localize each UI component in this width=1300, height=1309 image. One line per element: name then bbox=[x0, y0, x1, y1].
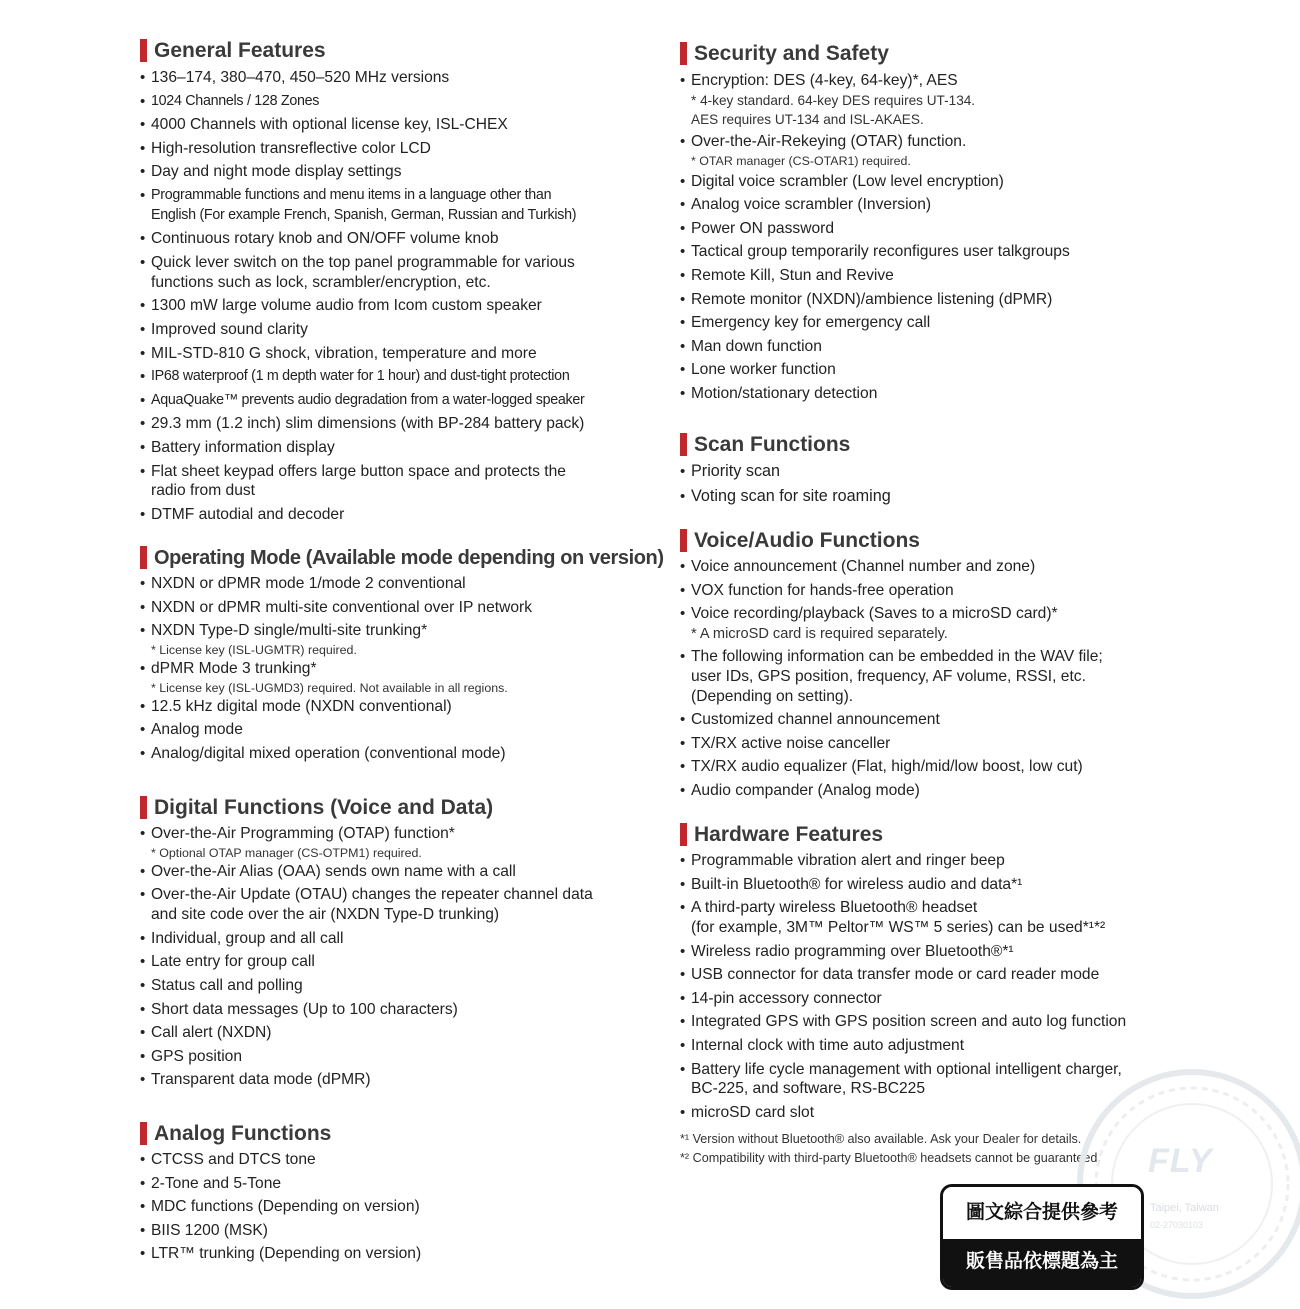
list-item: • 14-pin accessory connector bbox=[680, 989, 1180, 1009]
list-item: • Late entry for group call bbox=[140, 952, 640, 972]
list-item: • MDC functions (Depending on version) bbox=[140, 1197, 640, 1217]
list-item: • IP68 waterproof (1 m depth water for 1 hour) and dust-tight protection bbox=[140, 367, 640, 387]
list-item: • 1300 mW large volume audio from Icom custom speaker bbox=[140, 296, 640, 316]
feature-list bbox=[680, 851, 1180, 1123]
section-operating-mode bbox=[140, 545, 664, 764]
list-item: • Battery information display bbox=[140, 438, 640, 458]
list-item: • Quick lever switch on the top panel programmable for various functions such as lock, scrambler/encryption, etc. bbox=[140, 253, 640, 293]
list-item: • Remote Kill, Stun and Revive bbox=[680, 266, 1180, 286]
list-item: • Encryption: DES (4-key, 64-key)*, AES bbox=[680, 71, 1180, 91]
watermark-phone: 02-27030103 bbox=[1150, 1220, 1204, 1230]
list-item: • Programmable functions and menu items in a language other than English (For example French, Spanish, German, Russian and Turkish) bbox=[140, 186, 640, 226]
list-item: • dPMR Mode 3 trunking* bbox=[140, 659, 640, 679]
section-heading: Voice/Audio Functions bbox=[680, 528, 1180, 554]
watermark-city: Taipei, Taiwan bbox=[1150, 1202, 1219, 1214]
list-item: • Customized channel announcement bbox=[680, 710, 1180, 730]
list-item: • DTMF autodial and decoder bbox=[140, 505, 640, 525]
list-item: • TX/RX active noise canceller bbox=[680, 734, 1180, 754]
list-item: • Emergency key for emergency call bbox=[680, 313, 1180, 333]
footnote: * License key (ISL-UGMTR) required. bbox=[151, 642, 357, 657]
list-item: • Over-the-Air-Rekeying (OTAR) function. bbox=[680, 132, 1180, 152]
section-heading: Scan Functions bbox=[680, 432, 1180, 458]
list-item: • Integrated GPS with GPS position screen and auto log function bbox=[680, 1012, 1180, 1032]
feature-list bbox=[680, 557, 1180, 624]
list-item: • Short data messages (Up to 100 characters) bbox=[140, 1000, 640, 1020]
list-item: • Built-in Bluetooth® for wireless audio and data*¹ bbox=[680, 875, 1180, 895]
list-item: • Transparent data mode (dPMR) bbox=[140, 1070, 640, 1090]
feature-list bbox=[140, 659, 640, 679]
footnote: *¹ Version without Bluetooth® also available. Ask your Dealer for details. bbox=[680, 1132, 1082, 1146]
list-item: • Voice recording/playback (Saves to a microSD card)* bbox=[680, 604, 1180, 624]
list-item: • Lone worker function bbox=[680, 360, 1180, 380]
watermark-logo: FLY bbox=[1148, 1142, 1213, 1180]
page-footnotes bbox=[680, 1130, 1200, 1168]
list-item: • Improved sound clarity bbox=[140, 320, 640, 340]
section-scan-functions bbox=[680, 432, 1180, 507]
list-item: • Battery life cycle management with optional intelligent charger, BC-225, and software, RS-BC225 bbox=[680, 1060, 1180, 1100]
list-item: • Remote monitor (NXDN)/ambience listening (dPMR) bbox=[680, 290, 1180, 310]
list-item: • Voting scan for site roaming bbox=[680, 486, 1180, 507]
feature-list bbox=[680, 172, 1180, 404]
section-heading: Hardware Features bbox=[680, 822, 1180, 848]
feature-list bbox=[680, 647, 1180, 801]
list-item: • GPS position bbox=[140, 1047, 640, 1067]
footnote: * Optional OTAP manager (CS-OTPM1) required. bbox=[151, 845, 422, 860]
footnote: * 4-key standard. 64-key DES requires UT-134. AES requires UT-134 and ISL-AKAES. bbox=[691, 92, 976, 127]
list-item: • MIL-STD-810 G shock, vibration, temperature and more bbox=[140, 344, 640, 364]
list-item: • Programmable vibration alert and ringer beep bbox=[680, 851, 1180, 871]
list-item: • 136–174, 380–470, 450–520 MHz versions bbox=[140, 68, 640, 88]
list-item: • Internal clock with time auto adjustment bbox=[680, 1036, 1180, 1056]
list-item: • Over-the-Air Update (OTAU) changes the repeater channel data and site code over the air (NXDN Type-D trunking) bbox=[140, 885, 640, 925]
section-general-features bbox=[140, 38, 640, 525]
list-item: • USB connector for data transfer mode or card reader mode bbox=[680, 965, 1180, 985]
list-item: • Day and night mode display settings bbox=[140, 162, 640, 182]
list-item: • NXDN or dPMR multi-site conventional over IP network bbox=[140, 598, 640, 618]
list-item: • NXDN Type-D single/multi-site trunking* bbox=[140, 621, 640, 641]
list-item: • Analog voice scrambler (Inversion) bbox=[680, 195, 1180, 215]
feature-list bbox=[680, 132, 1180, 152]
section-security-safety bbox=[680, 41, 1180, 404]
footnote: *² Compatibility with third-party Bluetooth® headsets cannot be guaranteed. bbox=[680, 1151, 1101, 1165]
section-voice-audio-functions bbox=[680, 528, 1180, 801]
list-item: • TX/RX audio equalizer (Flat, high/mid/low boost, low cut) bbox=[680, 757, 1180, 777]
feature-list bbox=[140, 68, 640, 525]
list-item: • Wireless radio programming over Bluetooth®*¹ bbox=[680, 942, 1180, 962]
list-item: • Voice announcement (Channel number and zone) bbox=[680, 557, 1180, 577]
section-analog-functions bbox=[140, 1121, 640, 1264]
section-digital-functions bbox=[140, 795, 640, 1090]
list-item: • Audio compander (Analog mode) bbox=[680, 781, 1180, 801]
feature-list bbox=[140, 824, 640, 844]
list-item: • Continuous rotary knob and ON/OFF volume knob bbox=[140, 229, 640, 249]
list-item: • Over-the-Air Alias (OAA) sends own name with a call bbox=[140, 862, 640, 882]
section-heading: General Features bbox=[140, 38, 640, 64]
disclaimer-badge bbox=[940, 1184, 1144, 1290]
list-item: • 1024 Channels / 128 Zones bbox=[140, 92, 640, 112]
list-item: • Tactical group temporarily reconfigures user talkgroups bbox=[680, 242, 1180, 262]
footnote: * OTAR manager (CS-OTAR1) required. bbox=[691, 153, 911, 168]
list-item: • The following information can be embedded in the WAV file; user IDs, GPS position, frequency, AF volume, RSSI, etc. (Depending on setting). bbox=[680, 647, 1180, 706]
list-item: • NXDN or dPMR mode 1/mode 2 conventional bbox=[140, 574, 640, 594]
list-item: • Status call and polling bbox=[140, 976, 640, 996]
list-item: • 4000 Channels with optional license key, ISL-CHEX bbox=[140, 115, 640, 135]
list-item: • Digital voice scrambler (Low level encryption) bbox=[680, 172, 1180, 192]
list-item: • 29.3 mm (1.2 inch) slim dimensions (with BP-284 battery pack) bbox=[140, 414, 640, 434]
list-item: • VOX function for hands-free operation bbox=[680, 581, 1180, 601]
list-item: • Analog/digital mixed operation (conventional mode) bbox=[140, 744, 640, 764]
feature-list bbox=[140, 574, 640, 641]
list-item: • Analog mode bbox=[140, 720, 640, 740]
list-item: • High-resolution transreflective color LCD bbox=[140, 139, 640, 159]
list-item: • 12.5 kHz digital mode (NXDN conventional) bbox=[140, 697, 640, 717]
feature-list bbox=[680, 461, 1180, 507]
footnote: * A microSD card is required separately. bbox=[691, 625, 948, 642]
list-item: • Man down function bbox=[680, 337, 1180, 357]
section-heading: Security and Safety bbox=[680, 41, 1180, 67]
list-item: • Over-the-Air Programming (OTAP) function* bbox=[140, 824, 640, 844]
list-item: • Call alert (NXDN) bbox=[140, 1023, 640, 1043]
feature-list bbox=[680, 71, 1180, 91]
list-item: • Motion/stationary detection bbox=[680, 384, 1180, 404]
list-item: • Flat sheet keypad offers large button space and protects the radio from dust bbox=[140, 462, 640, 502]
list-item: • Power ON password bbox=[680, 219, 1180, 239]
disclaimer-line-1: 圖文綜合提供參考 bbox=[943, 1187, 1141, 1239]
list-item: • microSD card slot bbox=[680, 1103, 1180, 1123]
list-item: • Priority scan bbox=[680, 461, 1180, 482]
feature-list bbox=[140, 862, 640, 1090]
list-item: • Individual, group and all call bbox=[140, 929, 640, 949]
feature-list bbox=[140, 697, 640, 764]
list-item: • A third-party wireless Bluetooth® headset (for example, 3M™ Peltor™ WS™ 5 series) can be used*¹*² bbox=[680, 898, 1180, 938]
section-heading: Digital Functions (Voice and Data) bbox=[140, 795, 640, 821]
feature-list bbox=[140, 1150, 640, 1264]
section-heading: Operating Mode (Available mode depending on version) bbox=[140, 545, 640, 571]
disclaimer-line-2: 販售品依標題為主 bbox=[943, 1239, 1141, 1287]
list-item: • LTR™ trunking (Depending on version) bbox=[140, 1244, 640, 1264]
list-item: • 2-Tone and 5-Tone bbox=[140, 1174, 640, 1194]
section-hardware-features bbox=[680, 822, 1180, 1123]
section-heading: Analog Functions bbox=[140, 1121, 640, 1147]
list-item: • AquaQuake™ prevents audio degradation from a water-logged speaker bbox=[140, 391, 640, 411]
list-item: • BIIS 1200 (MSK) bbox=[140, 1221, 640, 1241]
footnote: * License key (ISL-UGMD3) required. Not available in all regions. bbox=[151, 680, 508, 695]
list-item: • CTCSS and DTCS tone bbox=[140, 1150, 640, 1170]
